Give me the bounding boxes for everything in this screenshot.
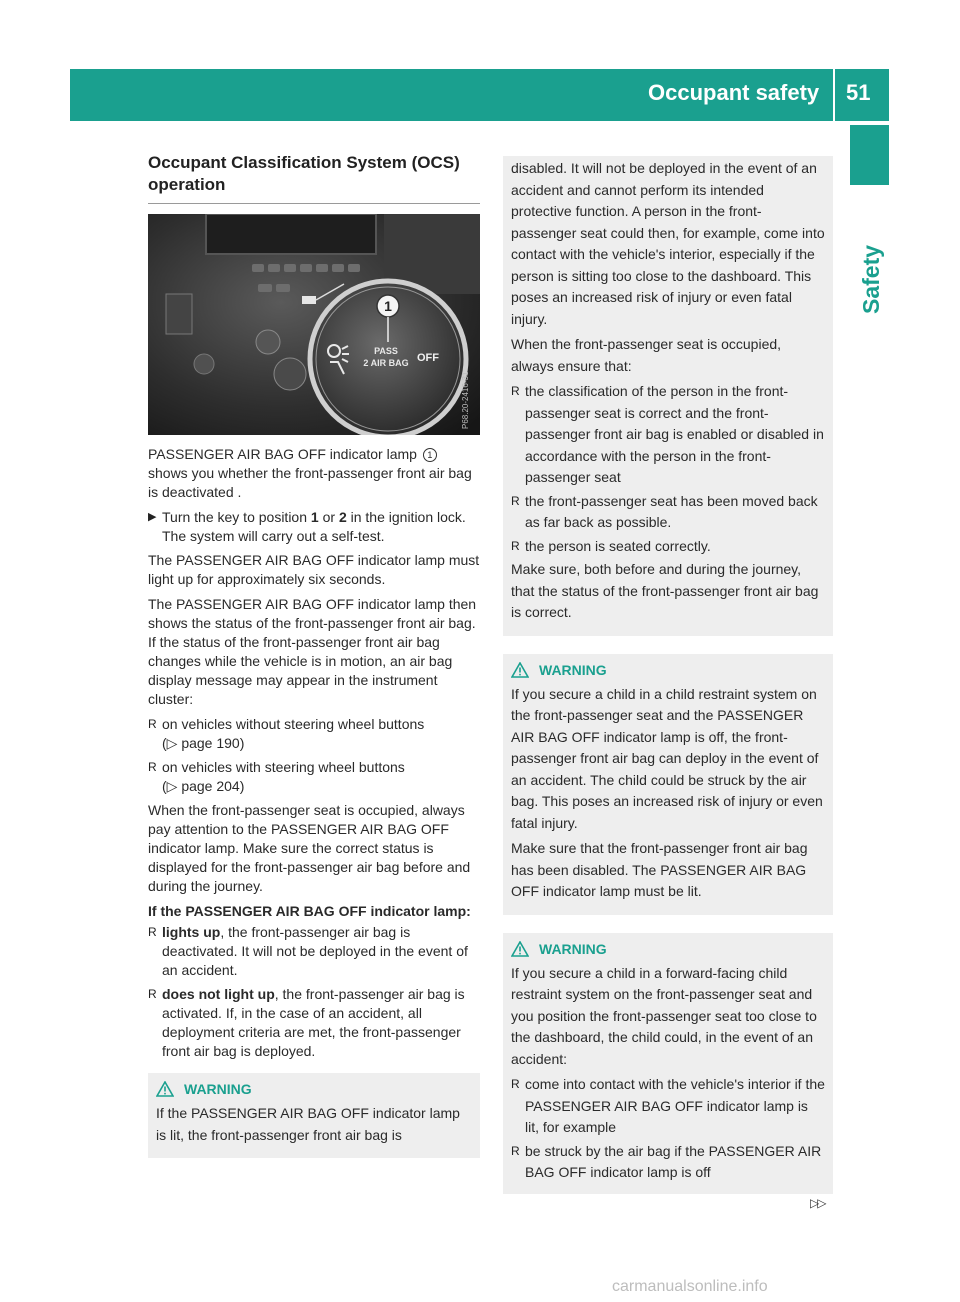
photo-label-airbag: 2 AIR BAG xyxy=(363,358,409,368)
bullet-icon: R xyxy=(148,925,157,939)
bullet-icon: R xyxy=(148,987,157,1001)
left-column xyxy=(148,152,480,1176)
paragraph-occupied: When the front-passenger seat is occupied, always pay attention to the PASSENGER AIR BAG OFF indicator lamp. Make sure the correct status is displayed for the front-passenger air bag before and during the journey. xyxy=(148,802,471,894)
intro-paragraph: PASSENGER AIR BAG OFF indicator lamp 1 shows you whether the front-passenger front air bag is deactivated . xyxy=(148,446,472,500)
instruction-step: ▶ Turn the key to position 1 or 2 in the ignition lock. The system will carry out a self-test. xyxy=(148,509,466,544)
side-tab xyxy=(846,196,894,316)
bullet-icon: R xyxy=(511,1143,520,1158)
list-item: R does not light up, the front-passenger air bag is activated. If, in the case of an accident, all deployment criteria are met, the front-passenger front air bag is deployed. xyxy=(148,986,465,1059)
warning-text: If you secure a child in a child restraint system on the front-passenger seat and the PASSENGER AIR BAG OFF indicator lamp is off, the front-passenger front air bag can deploy in the event of an accident. The child could be struck by the air bag. This poses an increased risk of injury or even fatal injury. xyxy=(511,685,823,831)
list-item: R on vehicles with steering wheel buttons (▷ page 204) xyxy=(148,759,405,794)
warning-panel-continued xyxy=(503,156,833,636)
heading-rule xyxy=(148,203,480,204)
list-item: R lights up, the front-passenger air bag is deactivated. It will not be deployed in the event of an accident. xyxy=(148,924,468,978)
bullet-icon: R xyxy=(511,538,520,553)
warning-closing: Make sure, both before and during the journey, that the status of the front-passenger front air bag is correct. xyxy=(511,561,819,620)
warning-panel-child-restraint xyxy=(503,654,833,915)
photo-image-code: P68.20-2416-31 xyxy=(461,371,470,429)
list-item: R come into contact with the vehicle's interior if the PASSENGER AIR BAG OFF indicator lamp is lit, for example xyxy=(511,1074,825,1139)
list-item: R the classification of the person in the front-passenger seat is correct and the front-passenger front air bag is enabled or disabled in accordance with the person in the front-passenger seat xyxy=(511,381,825,489)
step-result: The system will carry out a self-test. xyxy=(162,528,385,544)
bullet-icon: R xyxy=(511,493,520,508)
bullet-icon: R xyxy=(511,384,520,398)
warning-text: If you secure a child in a forward-facing child restraint system on the front-passenger seat and you position the front-passenger seat too close to the dashboard, the child could, in the event of an accident: xyxy=(511,964,817,1067)
warning-triangle-icon xyxy=(156,1081,174,1097)
paragraph-light-up: The PASSENGER AIR BAG OFF indicator lamp must light up for approximately six seconds. xyxy=(148,552,480,587)
page-heading: Occupant Classification System (OCS) operation xyxy=(148,153,460,194)
indicator-lamp-photo xyxy=(148,214,480,435)
photo-callout-number: 1 xyxy=(384,298,392,314)
continue-arrows-icon: ▷▷ xyxy=(810,1196,825,1210)
page-link-190[interactable]: (▷ page 190) xyxy=(162,735,245,751)
warning-panel-forward-facing xyxy=(503,933,833,1194)
warning-text: If the PASSENGER AIR BAG OFF indicator lamp is lit, the front-passenger front air bag is xyxy=(156,1105,460,1143)
side-tab-label: Safety xyxy=(858,244,884,314)
warning-triangle-icon xyxy=(511,941,529,957)
warning-occupied: When the front-passenger seat is occupied, always ensure that: xyxy=(511,336,782,374)
list-item: R on vehicles without steering wheel buttons (▷ page 190) xyxy=(148,716,425,751)
callout-ref: 1 xyxy=(423,448,437,462)
header-divider xyxy=(833,69,835,121)
step-arrow-icon: ▶ xyxy=(148,511,157,523)
side-tab-marker xyxy=(850,125,889,185)
warning-heading: WARNING xyxy=(511,941,825,957)
watermark: carmanualsonline.info xyxy=(612,1278,768,1295)
section-title: Occupant safety xyxy=(648,80,820,105)
bullet-icon: R xyxy=(511,1077,520,1091)
subheading: If the PASSENGER AIR BAG OFF indicator lamp: xyxy=(148,903,471,919)
page-link-204[interactable]: (▷ page 204) xyxy=(162,778,245,794)
warning-heading: WARNING xyxy=(156,1081,472,1097)
list-item: R the person is seated correctly. xyxy=(511,536,825,558)
warning-text-continued: disabled. It will not be deployed in the event of an accident and cannot perform its intended protective function. A person in the front-passenger seat could then, for example, come into contact with the vehicle's interior, especially if the person is sitting too close to the dashboard. This poses an increased risk of injury or even fatal injury. xyxy=(511,160,825,327)
bullet-icon: R xyxy=(148,717,157,731)
right-column xyxy=(503,156,833,1212)
list-item: R the front-passenger seat has been moved back as far back as possible. xyxy=(511,491,825,534)
page-number: 51 xyxy=(846,80,871,105)
photo-label-pass: PASS xyxy=(374,346,398,356)
warning-panel-left xyxy=(148,1073,480,1158)
bullet-icon: R xyxy=(148,760,157,774)
list-item: R be struck by the air bag if the PASSENGER AIR BAG OFF indicator lamp is off xyxy=(511,1141,825,1184)
warning-closing: Make sure that the front-passenger front air bag has been disabled. The PASSENGER AIR BAG OFF indicator lamp must be lit. xyxy=(511,840,808,899)
warning-triangle-icon xyxy=(511,662,529,678)
warning-heading: WARNING xyxy=(511,662,825,678)
paragraph-status: The PASSENGER AIR BAG OFF indicator lamp then shows the status of the front-passenger front air bag. If the status of the front-passenger front air bag changes while the vehicle is in motion, an air bag display message may appear in the instrument cluster: xyxy=(148,596,477,707)
photo-label-off: OFF xyxy=(417,352,439,364)
